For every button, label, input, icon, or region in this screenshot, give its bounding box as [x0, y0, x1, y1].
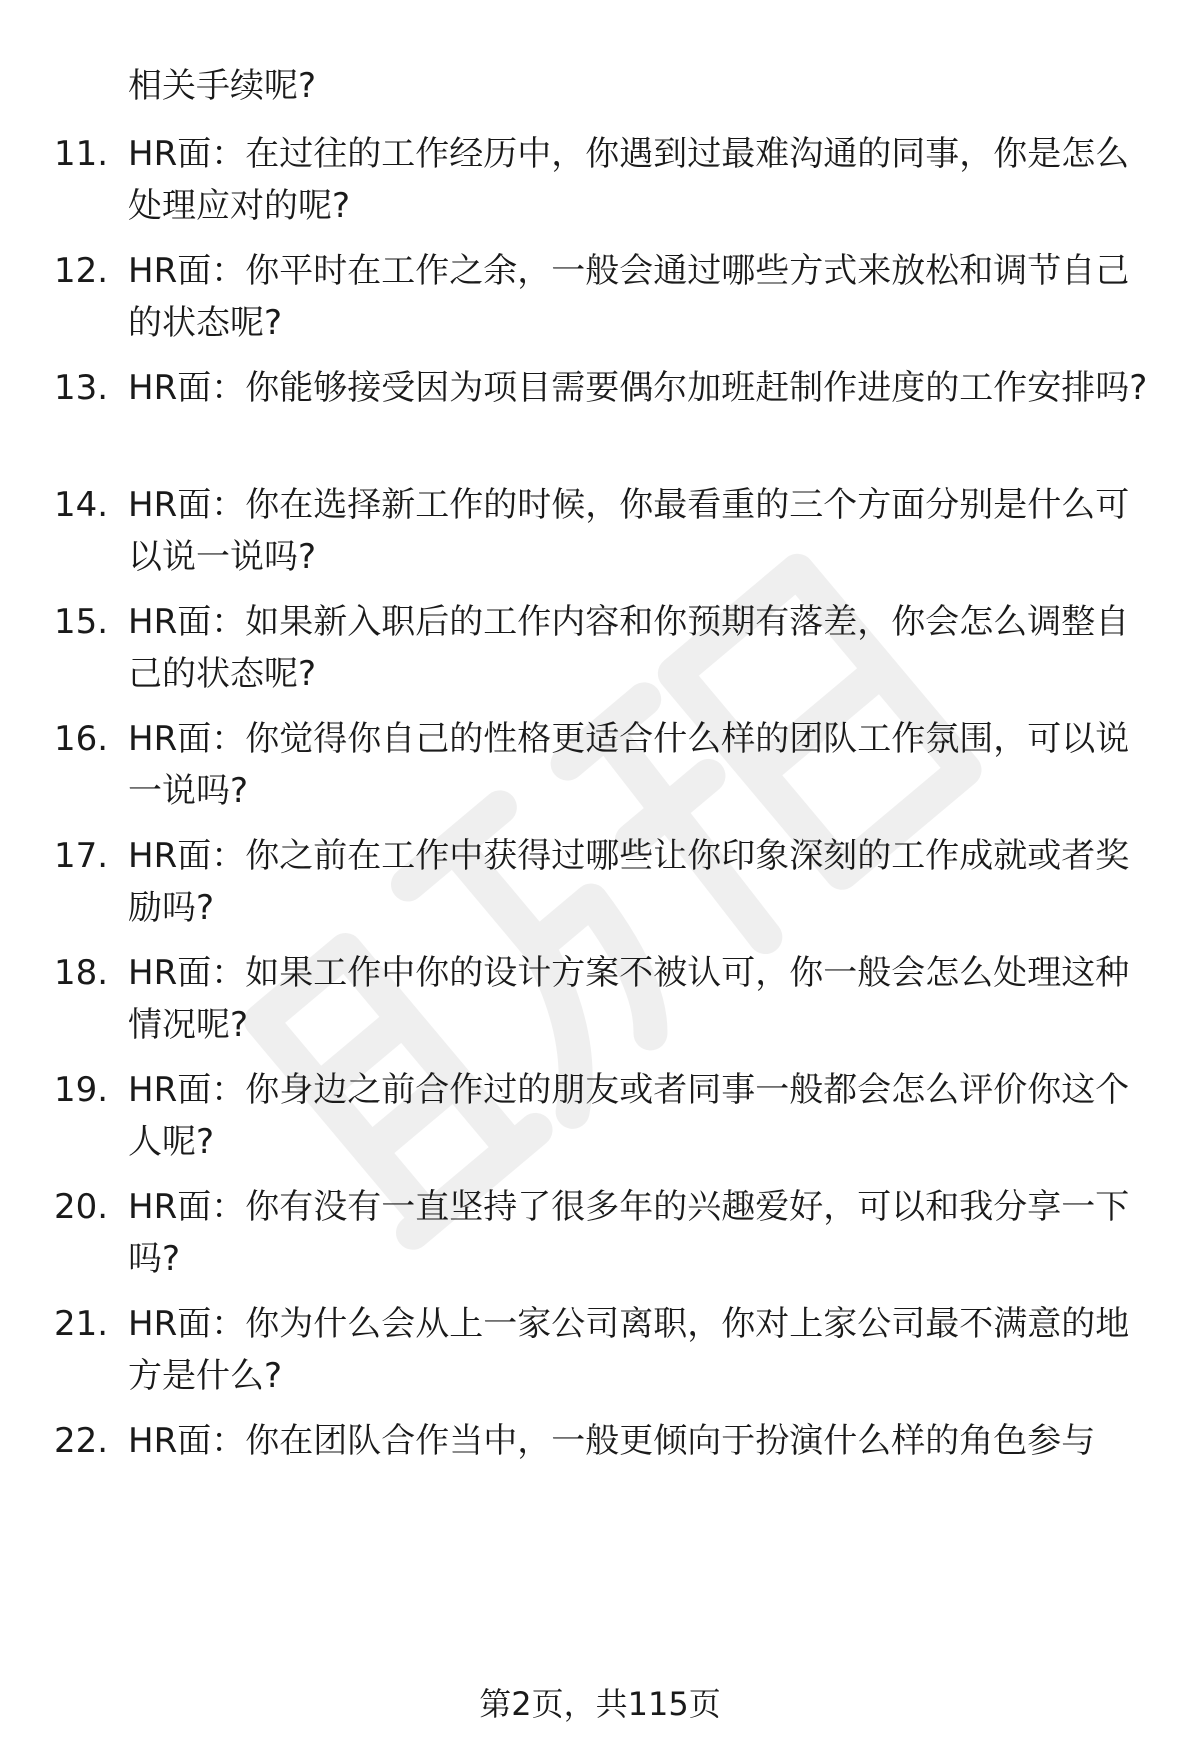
question-number: 13.: [54, 368, 109, 408]
question-number: 18.: [54, 953, 109, 993]
question-text: HR面：你平时在工作之余，一般会通过哪些方式来放松和调节自己的状态呢?: [128, 251, 1130, 343]
question-number: 19.: [54, 1070, 109, 1110]
question-text: HR面：你在团队合作当中，一般更倾向于扮演什么样的角色参与: [128, 1421, 1096, 1461]
question-number: 17.: [54, 836, 109, 876]
question-number: 20.: [54, 1187, 109, 1227]
question-number: 14.: [54, 485, 109, 525]
carry-over-text: 相关手续呢?: [128, 66, 317, 106]
question-number: 21.: [54, 1304, 109, 1344]
question-text: HR面：你之前在工作中获得过哪些让你印象深刻的工作成就或者奖励吗?: [128, 836, 1130, 928]
question-number: 16.: [54, 719, 109, 759]
question-text: HR面：如果新入职后的工作内容和你预期有落差，你会怎么调整自己的状态呢?: [128, 602, 1130, 694]
question-number: 12.: [54, 251, 109, 291]
question-number: 15.: [54, 602, 109, 642]
question-number: 22.: [54, 1421, 109, 1461]
question-text: HR面：你为什么会从上一家公司离职，你对上家公司最不满意的地方是什么?: [128, 1304, 1130, 1396]
question-text: HR面：你在选择新工作的时候，你最看重的三个方面分别是什么可以说一说吗?: [128, 485, 1130, 577]
question-text: HR面：如果工作中你的设计方案不被认可，你一般会怎么处理这种情况呢?: [128, 953, 1130, 1045]
question-text: HR面：你能够接受因为项目需要偶尔加班赶制作进度的工作安排吗?: [128, 368, 1148, 408]
question-text: HR面：你身边之前合作过的朋友或者同事一般都会怎么评价你这个人呢?: [128, 1070, 1130, 1162]
question-text: HR面：你觉得你自己的性格更适合什么样的团队工作氛围，可以说一说吗?: [128, 719, 1130, 811]
question-text: HR面：你有没有一直坚持了很多年的兴趣爱好，可以和我分享一下吗?: [128, 1187, 1130, 1279]
question-text: HR面：在过往的工作经历中，你遇到过最难沟通的同事，你是怎么处理应对的呢?: [128, 134, 1130, 226]
page-footer: 第2页，共115页: [479, 1685, 721, 1723]
question-number: 11.: [54, 134, 109, 174]
